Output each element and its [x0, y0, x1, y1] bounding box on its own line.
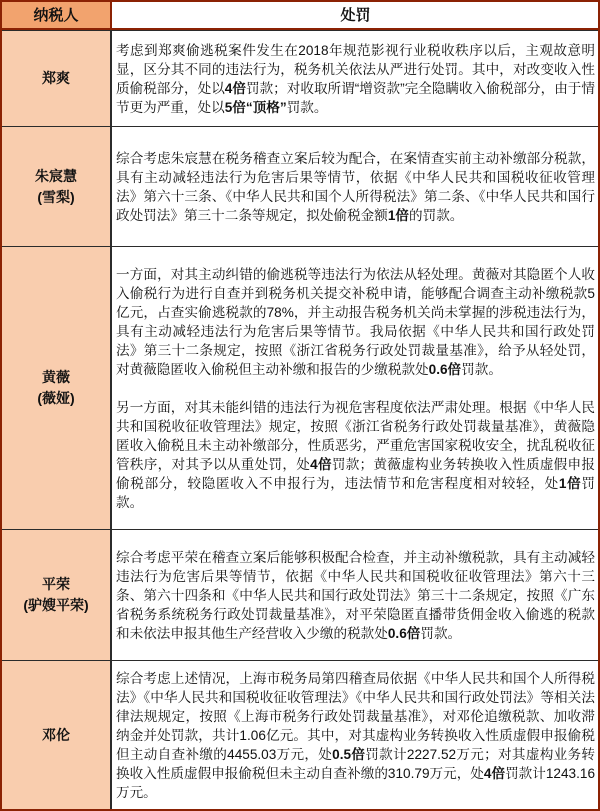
penalty-multiple-highlight: 0.6倍	[428, 361, 462, 377]
penalty-text: 综合考虑上述情况，上海市税务局第四稽查局依据《中华人民共和国个人所得税法》《中华人民共和国税收征收管理法》《中华人民共和国行政处罚法》等相关法律法规规定，按照《上海市税务行政处罚裁量基准》，对邓伦追缴税款、加收滞纳金并处罚款，共计1.06亿元。其中，对其虚构业务转换收入性质虚假申报偷税但主动自查补缴的4455.03万元，处	[116, 670, 595, 762]
penalty-text: 罚款；黄薇虚构业务转换收入性质虚假申报偷税部分，较隐匿收入不申报行为，违法情节和危害程度相对较轻，处	[116, 456, 596, 491]
penalty-text: 综合考虑朱宸慧在税务稽查立案后较为配合，在案情查实前主动补缴部分税款，具有主动减轻违法行为危害后果等情节，依据《中华人民共和国税收征收管理法》第六十三条、《中华人民共和国个人所得税法》第二条、《中华人民共和国行政处罚法》第三十二条等规定，拟处偷税金额	[116, 150, 595, 223]
penalty-multiple-highlight: 4倍	[224, 80, 246, 96]
penalty-multiple-highlight: 5倍“顶格”	[224, 99, 287, 115]
table-header-row	[2, 2, 598, 30]
penalty-text: 考虑到郑爽偷逃税案件发生在2018年规范影视行业税收秩序以后，主观故意明显，区分其不同的违法行为，税务机关依法从严进行处罚。其中，对改变收入性质偷税部分，处以	[116, 42, 595, 96]
penalty-paragraph	[116, 398, 595, 512]
taxpayer-name-line: (雪梨)	[37, 188, 75, 205]
penalty-paragraph	[116, 149, 595, 225]
header-label-penalty: 处罚	[340, 6, 371, 24]
table-row-pingrong	[2, 529, 598, 660]
taxpayer-name-cell	[2, 530, 112, 660]
taxpayer-name-line: 邓伦	[42, 726, 70, 743]
penalty-multiple-highlight: 4倍	[310, 456, 332, 472]
penalty-text: 罚款计2227.52万元；对其虚构业务转换收入性质虚假申报偷税但未主动自查补缴的310.79万元，处	[116, 746, 595, 781]
penalty-multiple-highlight: 4倍	[483, 765, 506, 781]
header-label-taxpayer: 纳税人	[33, 6, 79, 24]
penalty-text: 的罚款。	[409, 207, 464, 223]
penalty-text: 罚款。	[461, 361, 502, 377]
penalty-paragraph	[116, 669, 595, 802]
penalty-cell	[112, 247, 598, 529]
taxpayer-name-line: (驴嫂平荣)	[23, 597, 89, 613]
taxpayer-name-line: 平荣	[42, 576, 70, 592]
penalty-paragraph	[116, 41, 595, 117]
penalty-cell	[112, 31, 598, 126]
taxpayer-name-line: (薇娅)	[37, 390, 75, 406]
table-row-zhuchenhui	[2, 126, 598, 246]
penalty-cell	[112, 127, 598, 246]
header-cell-taxpayer	[2, 2, 112, 28]
penalty-text: 罚款。	[286, 99, 328, 115]
penalty-paragraph	[116, 265, 595, 379]
table-row-huangwei	[2, 246, 598, 529]
penalty-text: 一方面，对其主动纠错的偷逃税等违法行为依法从轻处理。黄薇对其隐匿个人收入偷税行为进行自查并到税务机关提交补税申请，能够配合调查主动补缴税款5亿元，占查实偷逃税款的78%，并主动报告税务机关尚未掌握的涉税违法行为，具有主动减轻违法行为危害后果等情节。我局依据《中华人民共和国行政处罚法》第三十二条规定，按照《浙江省税务行政处罚裁量基准》，给予从轻处罚，对黄薇隐匿收入偷税但主动补缴和报告的少缴税款处	[116, 266, 595, 377]
penalty-cell	[112, 661, 598, 809]
penalty-cell	[112, 530, 598, 660]
penalty-text: 综合考虑平荣在稽查立案后能够积极配合检查，并主动补缴税款，具有主动减轻违法行为危害后果等情节，依据《中华人民共和国税收征收管理法》第六十三条、第六十四条和《中华人民共和国行政处罚法》第三十二条规定，按照《广东省税务系统税务行政处罚裁量基准》，对平荣隐匿直播带货佣金收入偷逃的税款和未依法申报其他生产经营收入少缴的税款处	[116, 549, 595, 641]
header-cell-penalty	[112, 2, 598, 28]
taxpayer-name-cell	[2, 31, 112, 126]
penalty-text: 罚款计1243.16万元。	[116, 765, 596, 800]
penalty-multiple-highlight: 0.6倍	[387, 625, 421, 641]
taxpayer-name-line: 朱宸慧	[35, 167, 77, 184]
penalty-paragraph	[116, 548, 595, 643]
penalty-text: 另一方面，对其未能纠错的违法行为视危害程度依法严肃处理。根据《中华人民共和国税收征收管理法》规定，按照《浙江省税务行政处罚裁量基准》，黄薇隐匿收入偷税且未主动补缴部分，性质恶劣，严重危害国家税收安全，扰乱税收征管秩序，对其予以从重处罚，处	[116, 399, 595, 472]
penalty-text: 罚款；对收取所谓“增资款”完全隐瞒收入偷税部分，由于情节更为严重，处以	[116, 80, 595, 115]
taxpayer-name-cell	[2, 247, 112, 529]
taxpayer-name-line: 黄薇	[42, 369, 70, 385]
taxpayer-name-cell	[2, 127, 112, 246]
table-row-denglun	[2, 660, 598, 809]
taxpayer-name-cell	[2, 661, 112, 809]
penalty-text: 罚款。	[420, 625, 462, 641]
penalty-text: 罚款。	[116, 475, 596, 510]
penalty-multiple-highlight: 0.5倍	[332, 746, 366, 762]
penalty-multiple-highlight: 1倍	[387, 207, 410, 223]
table-row-zhengshuang	[2, 30, 598, 126]
taxpayer-name-line: 郑爽	[42, 70, 70, 86]
penalty-multiple-highlight: 1倍	[558, 475, 582, 491]
